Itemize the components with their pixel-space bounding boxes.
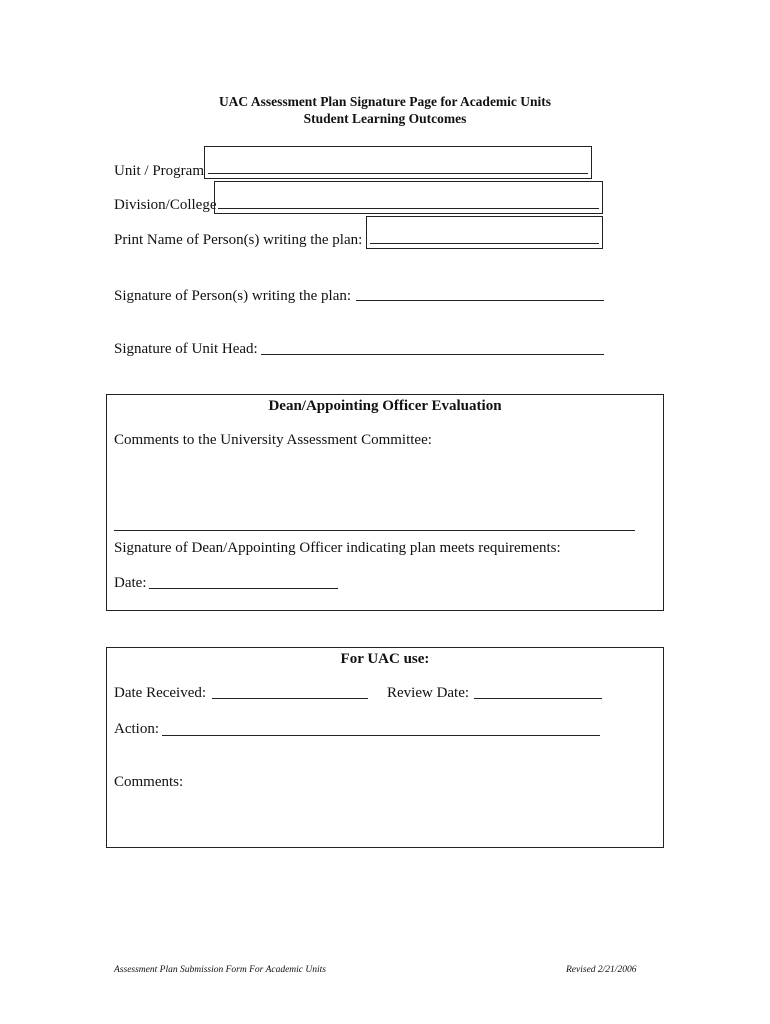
division-college-underline xyxy=(218,208,599,209)
review-date-line[interactable] xyxy=(474,698,602,699)
date-received-line[interactable] xyxy=(212,698,368,699)
dean-signature-label: Signature of Dean/Appointing Officer indicating plan meets requirements: xyxy=(114,540,561,556)
unit-program-underline xyxy=(208,173,588,174)
dean-comments-label: Comments to the University Assessment Committee: xyxy=(114,432,432,448)
dean-evaluation-box xyxy=(106,394,664,611)
dean-comments-line xyxy=(114,530,635,531)
form-subtitle: Student Learning Outcomes xyxy=(303,111,467,126)
print-name-label: Print Name of Person(s) writing the plan: xyxy=(114,232,363,248)
signature-unit-head-label: Signature of Unit Head: xyxy=(114,341,258,357)
dean-date-label: Date: xyxy=(114,575,147,591)
action-line[interactable] xyxy=(162,735,600,736)
unit-program-label: Unit / Program xyxy=(114,163,204,179)
signature-unit-head-line[interactable] xyxy=(261,354,604,355)
print-name-field[interactable] xyxy=(366,216,603,249)
uac-comments-area[interactable] xyxy=(114,794,654,842)
signature-writer-label: Signature of Person(s) writing the plan: xyxy=(114,288,352,304)
dean-date-line[interactable] xyxy=(149,588,338,589)
action-label: Action: xyxy=(114,721,159,737)
division-college-label: Division/College xyxy=(114,197,217,213)
footer-form-name: Assessment Plan Submission Form For Academic Units xyxy=(114,965,326,975)
review-date-label: Review Date: xyxy=(387,685,470,701)
division-college-field[interactable] xyxy=(214,181,603,214)
uac-section-title: For UAC use: xyxy=(340,651,430,667)
dean-section-title: Dean/Appointing Officer Evaluation xyxy=(268,398,502,414)
date-received-label: Date Received: xyxy=(114,685,207,701)
form-title: UAC Assessment Plan Signature Page for Academic Units xyxy=(218,94,552,109)
dean-comments-area[interactable] xyxy=(114,453,634,521)
uac-comments-label: Comments: xyxy=(114,774,184,790)
unit-program-field[interactable] xyxy=(204,146,592,179)
uac-use-box xyxy=(106,647,664,848)
print-name-underline xyxy=(370,243,599,244)
signature-writer-line[interactable] xyxy=(356,300,604,301)
footer-revision: Revised 2/21/2006 xyxy=(566,965,637,975)
